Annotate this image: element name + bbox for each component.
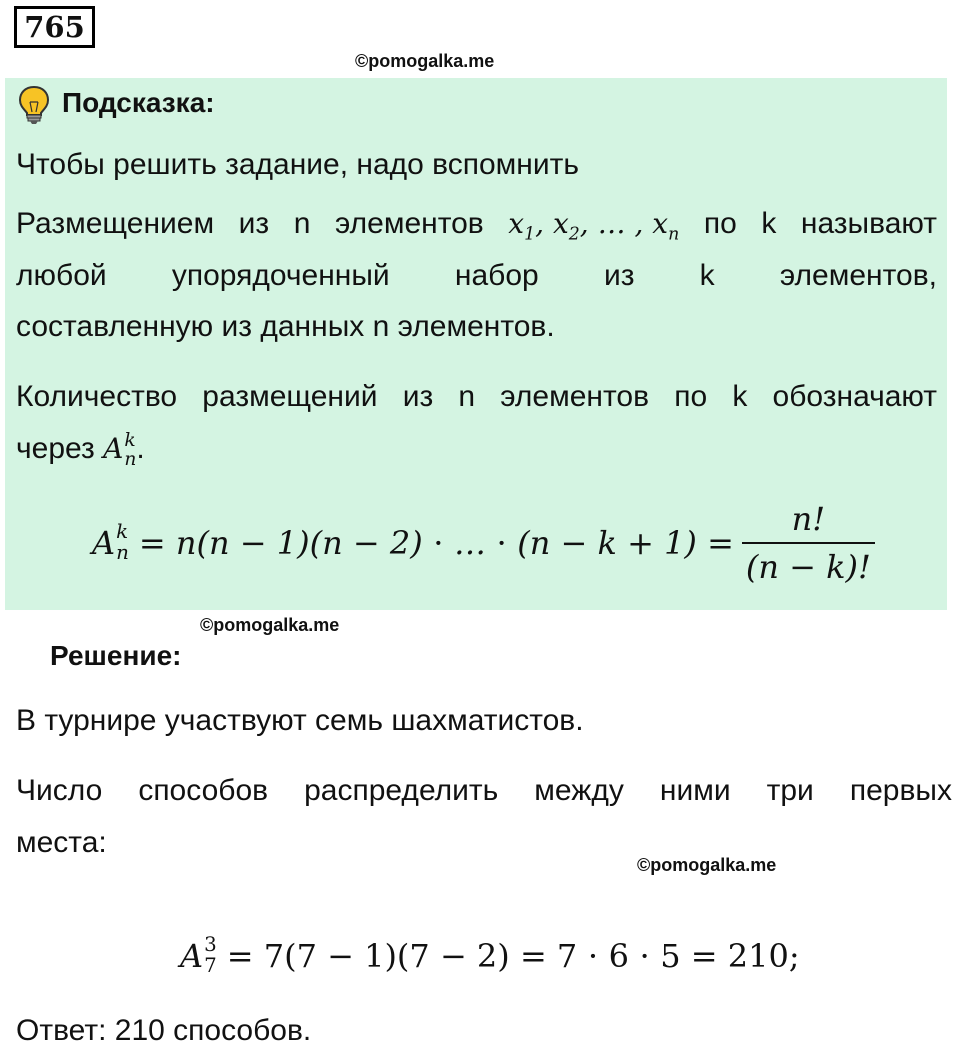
definition-line-1: Размещением из n элементов $x_1$, $x_2$, … , $x_n$ по k называют (16, 207, 937, 245)
answer-text: Ответ: 210 способов. (16, 1014, 312, 1047)
watermark-bottom: ©pomogalka.me (637, 855, 777, 875)
solution-line-3: места: (16, 826, 107, 859)
definition-line-2: любой упорядоченный набор из k элементов, (16, 259, 937, 292)
definition-line-3: составленную из данных n элементов. (16, 310, 555, 343)
permutation-formula: A k n = n(n − 1)(n − 2) ⋅ … ⋅ (n − k + 1) = $\frac{n!}{(n - k)!}$ (92, 500, 875, 586)
watermark-middle: ©pomogalka.me (200, 615, 340, 635)
solution-line-2: Число способов распределить между ними три первых (16, 774, 952, 807)
answer-formula: A 3 7 = 7(7 − 1)(7 − 2) = 7 ⋅ 6 ⋅ 5 = 210; (180, 933, 800, 977)
hint-title: Подсказка: (62, 87, 215, 118)
watermark-top: ©pomogalka.me (355, 51, 495, 71)
count-line-2: через A k n . (16, 429, 145, 471)
count-line-1: Количество размещений из n элементов по k обозначают (16, 380, 937, 413)
solution-title: Решение: (50, 640, 182, 671)
task-number: 765 (14, 6, 95, 48)
hint-intro: Чтобы решить задание, надо вспомнить (16, 148, 579, 181)
solution-line-1: В турнире участвуют семь шахматистов. (16, 704, 584, 737)
lightbulb-icon (17, 85, 51, 125)
